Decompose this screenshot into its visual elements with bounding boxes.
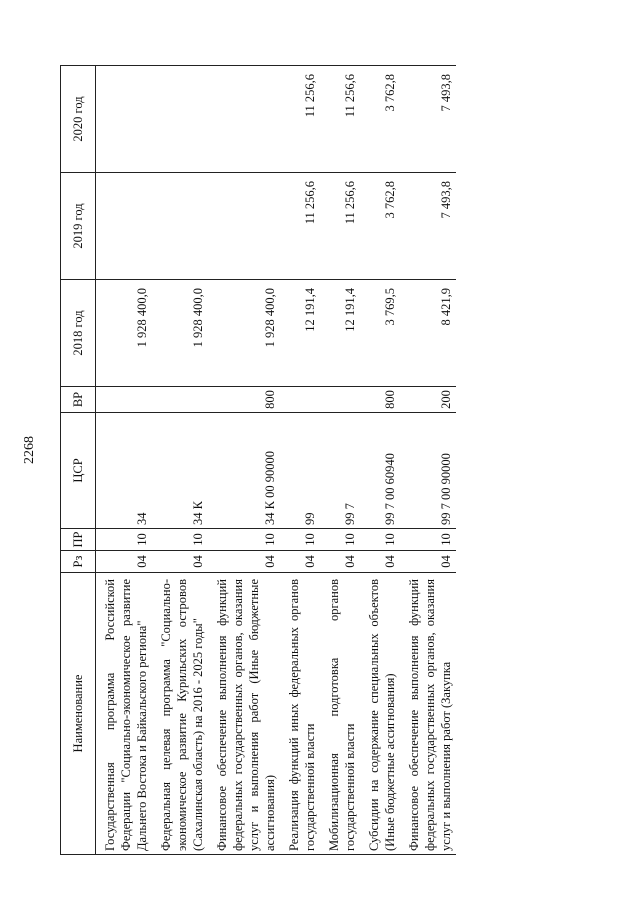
row-vr — [280, 387, 320, 413]
row-rz: 04 — [208, 551, 280, 573]
table-row — [360, 66, 400, 855]
header-csr: ЦСР — [61, 413, 96, 529]
table-row — [152, 66, 208, 855]
row-2020: 11 256,6 — [320, 66, 360, 173]
row-rz: 04 — [96, 551, 153, 573]
header-2020: 2020 год — [61, 66, 96, 173]
row-2019: 3 762,8 — [360, 173, 400, 280]
row-rz: 04 — [400, 551, 456, 573]
budget-table — [60, 65, 456, 855]
row-2018: 12 191,4 — [320, 280, 360, 387]
row-2020: 11 256,6 — [280, 66, 320, 173]
row-name: Реализация функций иных федеральных органов государственной власти — [280, 573, 320, 855]
budget-table-rotated — [60, 65, 600, 855]
row-2019: 11 256,6 — [280, 173, 320, 280]
row-name: Субсидии на содержание специальных объектов (Иные бюджетные ассигнования) — [360, 573, 400, 855]
row-vr: 800 — [360, 387, 400, 413]
row-rz: 04 — [152, 551, 208, 573]
header-vr: ВР — [61, 387, 96, 413]
row-2020 — [208, 66, 280, 173]
table-row — [280, 66, 320, 855]
row-pr: 10 — [400, 529, 456, 551]
row-2018: 1 928 400,0 — [208, 280, 280, 387]
row-2019: 11 256,6 — [320, 173, 360, 280]
row-name: Государственная программа Российской Федерации "Социально-экономическое развитие Дальнего Востока и Байкальского региона" — [96, 573, 153, 855]
table-row — [208, 66, 280, 855]
row-2019 — [208, 173, 280, 280]
row-csr: 34 — [96, 413, 153, 529]
row-2018: 8 421,9 — [400, 280, 456, 387]
row-csr: 99 — [280, 413, 320, 529]
row-name: Финансовое обеспечение выполнения функций федеральных государственных органов, оказания услуг и выполнения работ (Закупка — [400, 573, 456, 855]
table-row — [400, 66, 456, 855]
row-name: Мобилизационная подготовка органов государственной власти — [320, 573, 360, 855]
row-2020 — [96, 66, 153, 173]
page-number-text: 2268 — [22, 436, 37, 464]
header-row — [61, 66, 96, 855]
row-2020: 7 493,8 — [400, 66, 456, 173]
row-name: Федеральная целевая программа "Социально-экономическое развитие Курильских островов (Сахалинская область) на 2016 - 2025 годы" — [152, 573, 208, 855]
row-2019 — [152, 173, 208, 280]
row-2019 — [96, 173, 153, 280]
row-pr: 10 — [208, 529, 280, 551]
row-2018: 12 191,4 — [280, 280, 320, 387]
row-pr: 10 — [280, 529, 320, 551]
page-number — [20, 430, 40, 470]
row-csr: 99 7 — [320, 413, 360, 529]
row-rz: 04 — [320, 551, 360, 573]
row-rz: 04 — [280, 551, 320, 573]
row-vr: 200 — [400, 387, 456, 413]
row-csr: 34 К 00 90000 — [208, 413, 280, 529]
header-pr: ПР — [61, 529, 96, 551]
row-vr — [96, 387, 153, 413]
row-2018: 1 928 400,0 — [152, 280, 208, 387]
row-2018: 3 769,5 — [360, 280, 400, 387]
row-vr — [320, 387, 360, 413]
row-2018: 1 928 400,0 — [96, 280, 153, 387]
row-pr: 10 — [152, 529, 208, 551]
row-2020 — [152, 66, 208, 173]
row-pr: 10 — [96, 529, 153, 551]
table-row — [96, 66, 153, 855]
row-csr: 34 К — [152, 413, 208, 529]
row-csr: 99 7 00 60940 — [360, 413, 400, 529]
row-vr: 800 — [208, 387, 280, 413]
row-2020: 3 762,8 — [360, 66, 400, 173]
table-row — [320, 66, 360, 855]
row-2019: 7 493,8 — [400, 173, 456, 280]
header-2018: 2018 год — [61, 280, 96, 387]
row-csr: 99 7 00 90000 — [400, 413, 456, 529]
row-pr: 10 — [360, 529, 400, 551]
header-2019: 2019 год — [61, 173, 96, 280]
header-rz: Рз — [61, 551, 96, 573]
row-rz: 04 — [360, 551, 400, 573]
row-name: Финансовое обеспечение выполнения функций федеральных государственных органов, оказания услуг и выполнения работ (Иные бюджетные ассигнования) — [208, 573, 280, 855]
header-name: Наименование — [61, 573, 96, 855]
row-vr — [152, 387, 208, 413]
row-pr: 10 — [320, 529, 360, 551]
